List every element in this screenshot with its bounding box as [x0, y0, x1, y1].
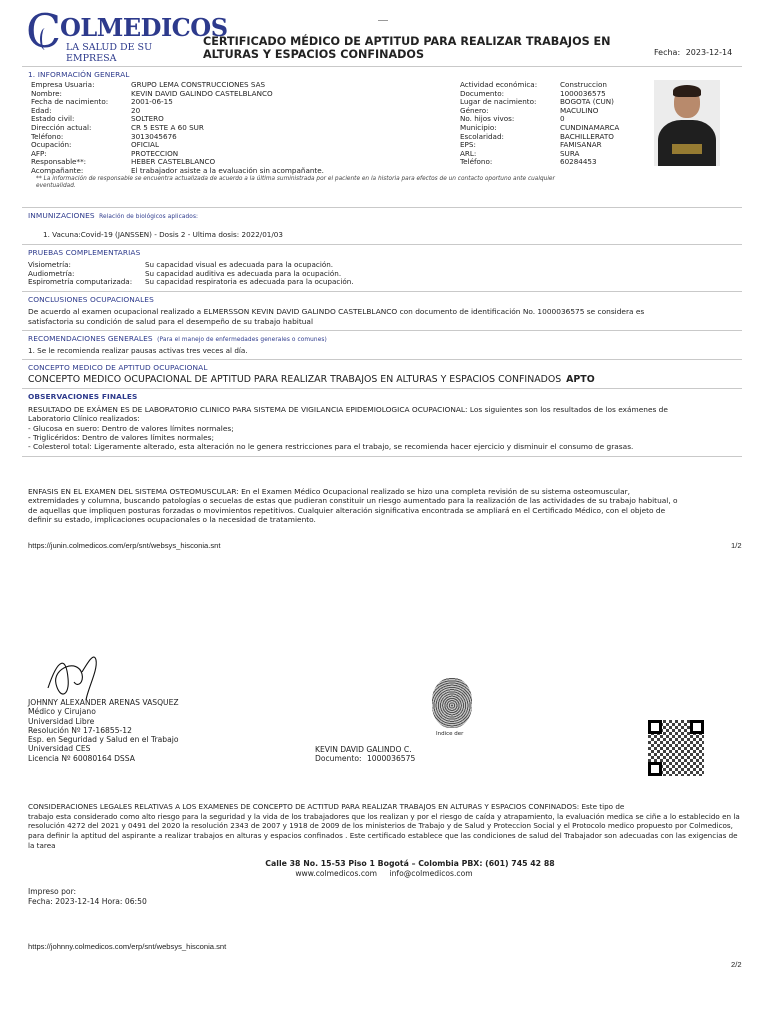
printed-info: Impreso por: Fecha: 2023-12-14 Hora: 06:50: [28, 887, 147, 906]
divider: [22, 207, 742, 208]
title-line-1: CERTIFICADO MÉDICO DE APTITUD PARA REALIZAR TRABAJOS EN: [203, 35, 611, 48]
title-line-2: ALTURAS Y ESPACIOS CONFINADOS: [203, 48, 424, 61]
concept-title: CONCEPTO MEDICO DE APTITUD OCUPACIONAL: [28, 363, 208, 372]
info-row: Estado civil: SOLTERO: [31, 114, 164, 124]
patient-sign-info: KEVIN DAVID GALINDO C. Documento: 1000036575: [315, 745, 416, 764]
conclusions-title: CONCLUSIONES OCUPACIONALES: [28, 295, 154, 304]
website-link[interactable]: www.colmedicos.com: [295, 869, 378, 878]
test-row: Visiometría: Su capacidad visual es adecuada para la ocupación.: [28, 260, 334, 269]
qr-finder: [690, 720, 704, 734]
info-row: Municipio: CUNDINAMARCA: [460, 122, 620, 132]
contact-links: [0, 869, 768, 878]
general-info-title: 1. INFORMACIÓN GENERAL: [28, 70, 130, 79]
info-row: Lugar de nacimiento: BOGOTA (CUN): [460, 97, 614, 107]
vaccine-item: 1. Vacuna:Covid-19 (JANSSEN) - Dosis 2 - Ultima dosis: 2022/01/03: [43, 230, 283, 239]
email-link[interactable]: info@colmedicos.com: [389, 869, 473, 878]
concept-verdict: APTO: [566, 374, 595, 385]
divider: [22, 291, 742, 292]
info-row: Acompañante: El trabajador asiste a la evaluación sin acompañante.: [31, 165, 324, 175]
certificate-title: [203, 35, 611, 61]
immunizations-subtitle: Relación de biológicos aplicados:: [99, 214, 199, 220]
qr-finder: [648, 762, 662, 776]
doctor-info: JOHNNY ALEXANDER ARENAS VASQUEZ Médico y Cirujano Universidad Libre Resolución Nº 17-16855-12 Esp. en Seguridad y Salud en el Trabajo Universidad CES Licencia Nº 60080164 DSSA: [28, 698, 179, 763]
patient-sign-name: KEVIN DAVID GALINDO C.: [315, 745, 412, 754]
fingerprint-label: Indice der: [436, 731, 464, 737]
divider: [22, 244, 742, 245]
page2-url-link[interactable]: https://johnny.colmedicos.com/erp/snt/websys_hisconia.snt: [28, 942, 227, 951]
responsible-note: ** La información de responsable se encuentra actualizada de acuerdo a la última suministrada por el paciente en la historia para efectos de un contacto oportuno ante cualquier eventualidad.: [36, 176, 555, 190]
logo-tagline: LA SALUD DE SU EMPRESA: [66, 42, 153, 64]
info-row: Nombre: KEVIN DAVID GALINDO CASTELBLANCO: [31, 88, 273, 98]
divider: [22, 330, 742, 331]
observations-text: RESULTADO DE EXÁMEN ES DE LABORATORIO CLINICO PARA SISTEMA DE VIGILANCIA EPIDEMIOLOGICA OCUPACIONAL: Los siguientes son los resultados de los exámenes de Laboratorio Clínico realizados: - Glucosa en suero: Dentro de valores límites normales; - Triglicéridos: Dentro de valores límites normales; - Colesterol total: Ligeramente alterado, esta alteración no le genera restricciones para el trabajo, se recomienda hacer ejercicio y disminuir el consumo de grasas.: [28, 405, 668, 452]
patient-photo: [654, 80, 720, 166]
concept-text: CONCEPTO MEDICO OCUPACIONAL DE APTITUD PARA REALIZAR TRABAJOS EN ALTURAS Y ESPACIOS CONFINADOS APTO: [28, 374, 595, 385]
info-row: Teléfono: 3013045676: [31, 131, 177, 141]
info-row: Teléfono: 60284453: [460, 157, 597, 167]
date-value: 2023-12-14: [685, 48, 733, 57]
test-row: Espirometría computarizada: Su capacidad respiratoria es adecuada para la ocupación.: [28, 277, 354, 287]
tests-list: [28, 260, 354, 286]
info-row: Fecha de nacimiento: 2001-06-15: [31, 97, 173, 107]
header-divider: [22, 66, 742, 67]
recommendations-title: RECOMENDACIONES GENERALES (Para el manejo de enfermedades generales o comunes): [28, 334, 327, 343]
info-row: EPS: FAMISANAR: [460, 140, 602, 150]
info-row: Ocupación: OFICIAL: [31, 140, 159, 150]
date-label: Fecha:: [654, 48, 681, 57]
osteomuscular-text: ENFASIS EN EL EXAMEN DEL SISTEMA OSTEOMUSCULAR: En el Examen Médico Ocupacional realizado se hizo una completa revisión de su sistema osteomuscular, extremidades y columna, buscando patologías o secuelas de estas que pudieran constituir un riesgo aumentado para la realización de las actividades de su trabajo habitual, o de aquellas que impliquen posturas forzadas o movimientos repetitivos. Cualquier alteración significativa encontrada se ampliará en el Certificado Médico, con el objeto de definir su estado, implicaciones ocupacionales o la necesidad de tratamiento.: [28, 487, 678, 524]
info-row: Actividad económica: Construccion: [460, 80, 607, 89]
legal-considerations: CONSIDERACIONES LEGALES RELATIVAS A LOS EXAMENES DE CONCEPTO DE ACTITUD PARA REALIZAR TRABAJOS EN ALTURAS Y ESPACIOS CONFINADOS: Este tipo de trabajo esta considerado como alto riesgo para la seguridad y la vida de los trabajadores que los realizan y por el riesgo de caída y atrapamiento, la evaluación medica se ciñe a lo establecido en la resolución 4272 del 2021 y 0491 del 2020 la resolución 2343 de 2007 y 1918 de 2009 de los ministerios de Trabajo y de Salud y Proteccion Social y el Protocolo medico propuesto por Colmedicos, para definir la aptitud del aspirante a realizar trabajos en alturas y espacios confinados . Este certificado establece que las condiciones de salud del Trabajador son adecuadas con las exigencias de la tarea: [28, 802, 740, 850]
doctor-signature: [38, 648, 108, 704]
page1-url-link[interactable]: https://junin.colmedicos.com/erp/snt/websys_hisconia.snt: [28, 541, 221, 550]
immunizations-title: INMUNIZACIONES Relación de biológicos aplicados:: [28, 211, 199, 220]
info-row: AFP: PROTECCION: [31, 148, 179, 158]
photo-shirt-print: [672, 144, 702, 154]
colmedicos-logo: [26, 4, 228, 64]
info-row: Documento: 1000036575: [460, 88, 606, 98]
photo-body: [658, 120, 716, 166]
info-row: Dirección actual: CR 5 ESTE A 60 SUR: [31, 122, 204, 132]
recommendations-subtitle: (Para el manejo de enfermedades generales o comunes): [157, 337, 327, 343]
info-row: ARL: SURA: [460, 148, 580, 158]
small-dash: [378, 20, 388, 21]
photo-hair: [673, 85, 701, 97]
divider: [22, 388, 742, 389]
contact-address: Calle 38 No. 15-53 Piso 1 Bogotá – Colombia PBX: (601) 745 42 88: [265, 859, 555, 868]
info-row: Empresa Usuaria: GRUPO LEMA CONSTRUCCIONES SAS: [31, 80, 266, 89]
recommendation-item: 1. Se le recomienda realizar pausas activas tres veces al día.: [28, 346, 248, 355]
info-row: Género: MACULINO: [460, 105, 599, 115]
page2-number: 2/2: [731, 960, 742, 969]
caduceus-icon: [40, 28, 50, 50]
qr-finder: [648, 720, 662, 734]
logo-main: OLMEDICOS: [60, 13, 228, 42]
divider: [22, 359, 742, 360]
general-info-right: [460, 80, 640, 166]
test-row: Audiometría: Su capacidad auditiva es adecuada para la ocupación.: [28, 268, 342, 278]
observations-title: OBSERVACIONES FINALES: [28, 392, 138, 401]
fingerprint-image: [432, 678, 472, 728]
page1-number: 1/2: [731, 541, 742, 550]
tests-title: PRUEBAS COMPLEMENTARIAS: [28, 248, 141, 257]
qr-code: [648, 720, 704, 776]
conclusions-text: De acuerdo al examen ocupacional realizado a ELMERSSON KEVIN DAVID GALINDO CASTELBLANCO con documento de identificación No. 1000036575 se considera es satisfactoria su condición de salud para el desempeño de su trabajo habitual: [28, 307, 645, 326]
info-row: Edad: 20: [31, 105, 141, 115]
info-row: No. hijos vivos: 0: [460, 114, 565, 124]
divider: [22, 456, 742, 457]
header-date: [654, 48, 732, 58]
general-info-left: [31, 80, 451, 175]
info-row: Escolaridad: BACHILLERATO: [460, 131, 614, 141]
info-row: Responsable**: HEBER CASTELBLANCO: [31, 157, 216, 167]
logo-initial: C: [26, 4, 62, 58]
